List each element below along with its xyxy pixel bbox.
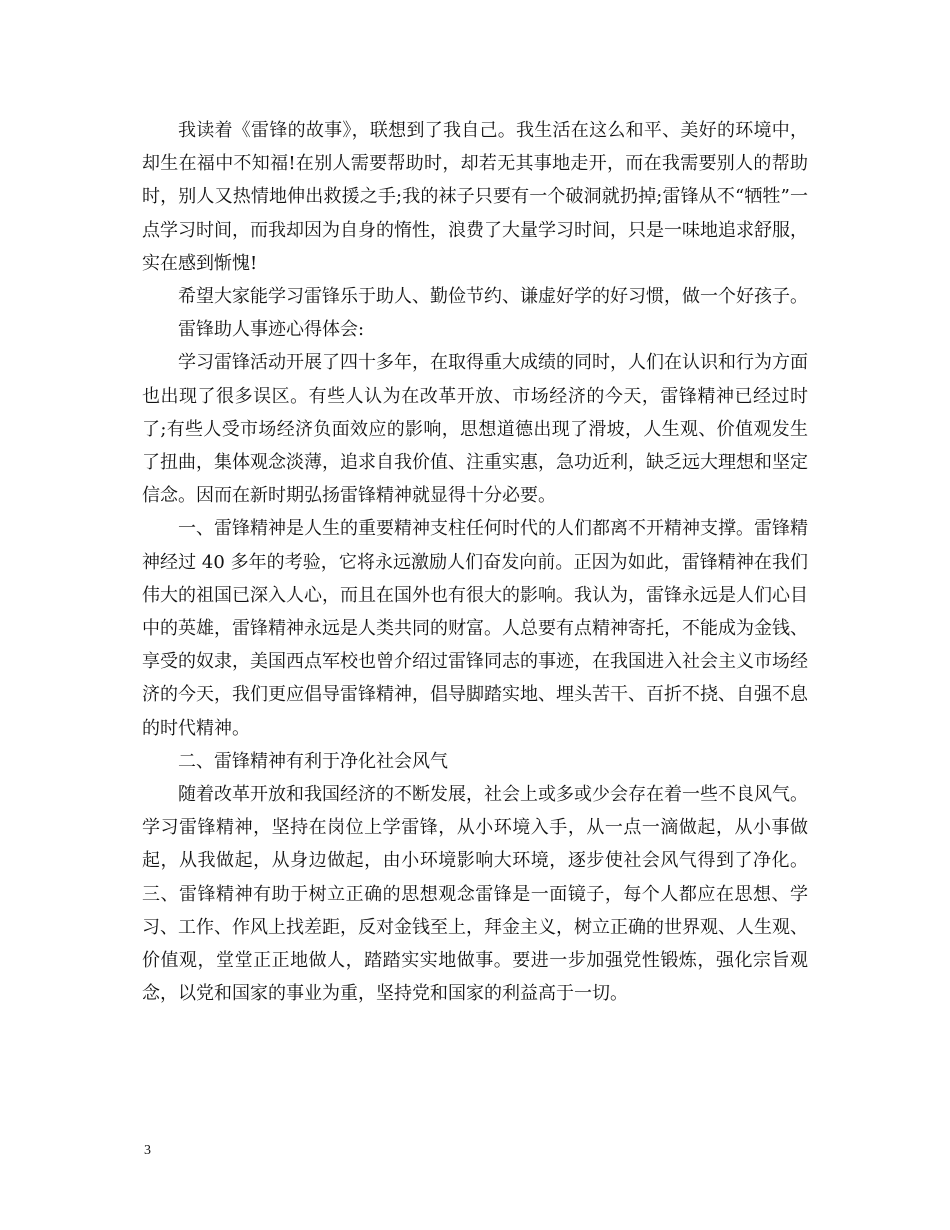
paragraph-spiritual-pillar: 一、雷锋精神是人生的重要精神支柱任何时代的人们都离不开精神支撑。雷锋精神经过 40 多年的考验，它将永远激励人们奋发向前。正因为如此，雷锋精神在我们伟大的祖国已深入人心，而且在国外也有很大的影响。我认为，雷锋永远是人们心目中的英雄，雷锋精神永远是人类共同的财富。人总要有点精神寄托，不能成为金钱、享受的奴隶，美国西点军校也曾介绍过雷锋同志的事迹，在我国进入社会主义市场经济的今天，我们更应倡导雷锋精神，倡导脚踏实地、埋头苦干、百折不挠、自强不息的时代精神。 bbox=[142, 518, 808, 739]
paragraph-hope: 希望大家能学习雷锋乐于助人、勤俭节约、谦虚好学的好习惯，做一个好孩子。 bbox=[178, 286, 808, 308]
document-body bbox=[142, 114, 808, 1010]
page-number: 3 bbox=[144, 1143, 151, 1158]
paragraph-learning-activity: 学习雷锋活动开展了四十多年，在取得重大成绩的同时，人们在认识和行为方面也出现了很多误区。有些人认为在改革开放、市场经济的今天，雷锋精神已经过时了;有些人受市场经济负面效应的影响，思想道德出现了滑坡，人生观、价值观发生了扭曲，集体观念淡薄，追求自我价值、注重实惠，急功近利，缺乏远大理想和坚定信念。因而在新时期弘扬雷锋精神就显得十分必要。 bbox=[142, 352, 808, 507]
paragraph-social-development: 随着改革开放和我国经济的不断发展，社会上或多或少会存在着一些不良风气。学习雷锋精神，坚持在岗位上学雷锋，从小环境入手，从一点一滴做起，从小事做起，从我做起，从身边做起，由小环境影响大环境，逐步使社会风气得到了净化。三、雷锋精神有助于树立正确的思想观念雷锋是一面镜子，每个人都应在思想、学习、工作、作风上找差距，反对金钱至上，拜金主义，树立正确的世界观、人生观、价值观，堂堂正正地做人，踏踏实实地做事。要进一步加强党性锻炼，强化宗旨观念，以党和国家的事业为重，坚持党和国家的利益高于一切。 bbox=[142, 784, 808, 1005]
section-heading-social-atmosphere: 二、雷锋精神有利于净化社会风气 bbox=[178, 750, 448, 772]
paragraph-reading-reflection: 我读着《雷锋的故事》，联想到了我自己。我生活在这么和平、美好的环境中，却生在福中不知福!在别人需要帮助时，却若无其事地走开，而在我需要别人的帮助时，别人又热情地伸出救援之手;我的袜子只要有一个破洞就扔掉;雷锋从不“牺牲”一点学习时间，而我却因为自身的惰性，浪费了大量学习时间，只是一味地追求舒服，实在感到惭愧! bbox=[142, 120, 808, 274]
section-heading-experience: 雷锋助人事迹心得体会: bbox=[178, 319, 365, 341]
